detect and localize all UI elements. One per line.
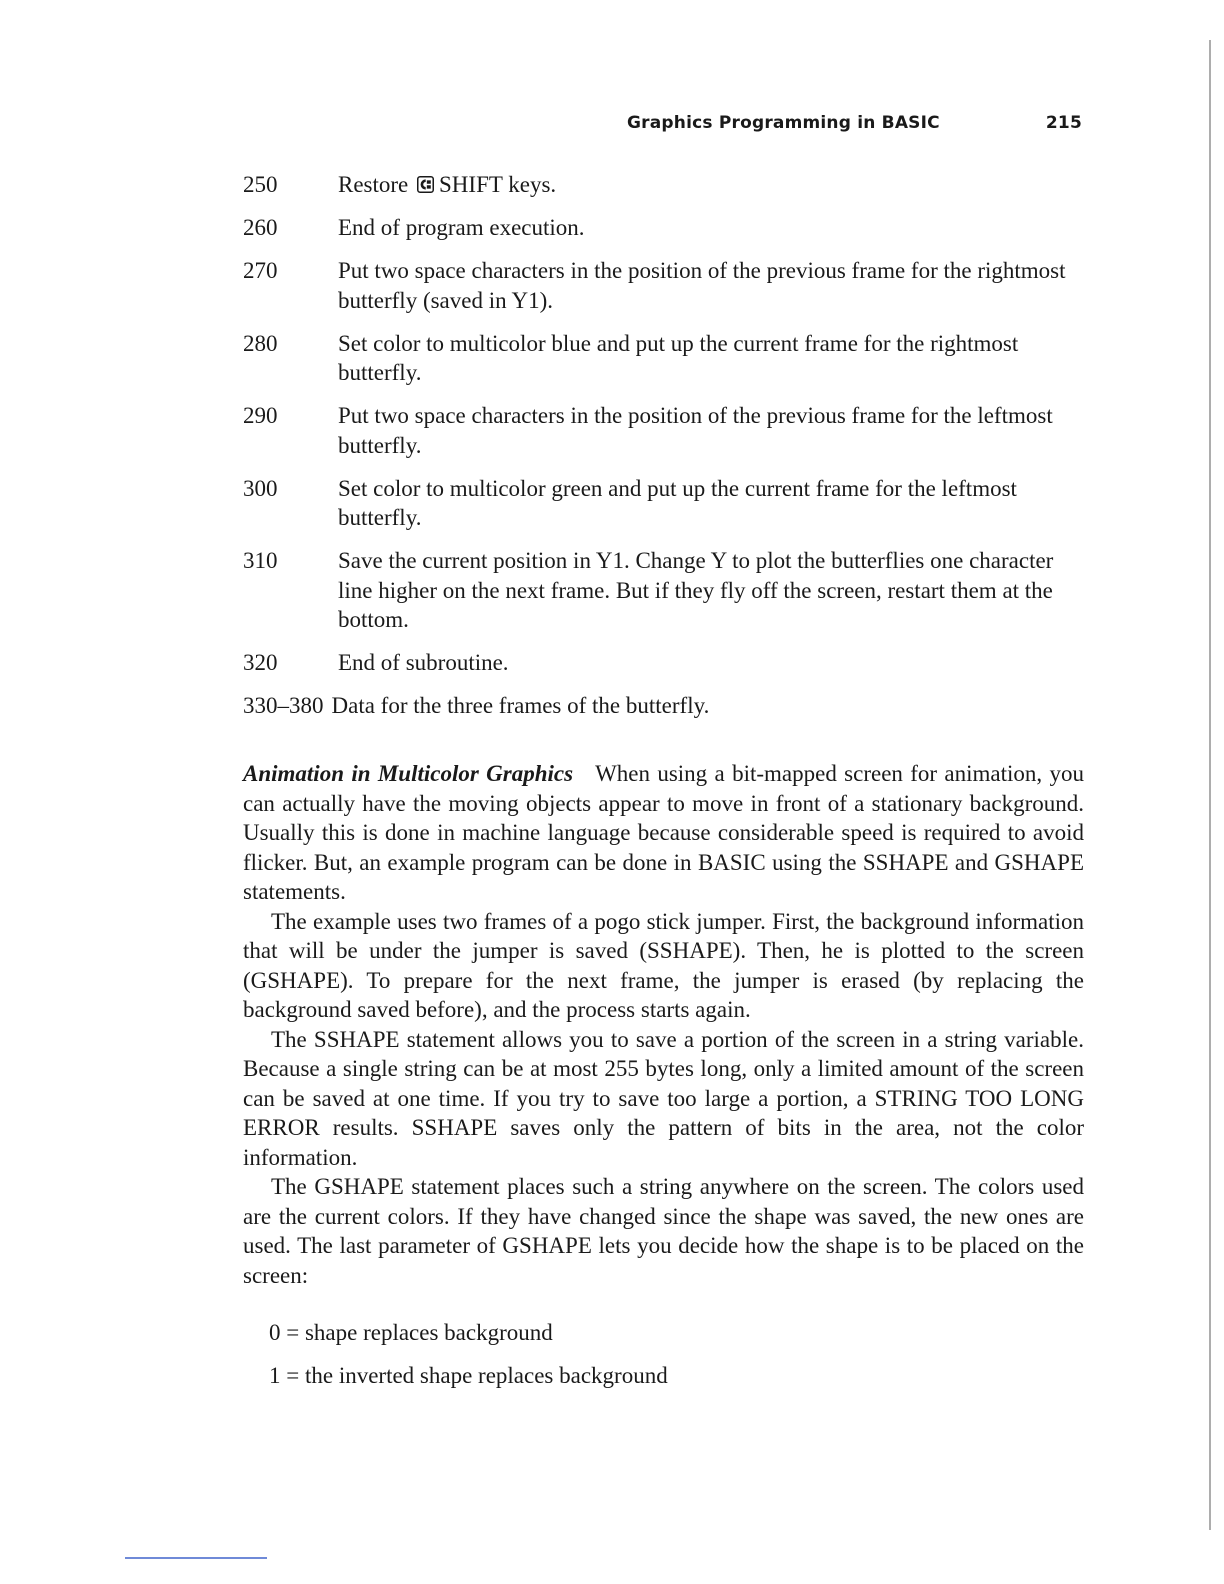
line-entry [243, 329, 1093, 388]
line-number: 290 [243, 403, 278, 428]
section-paragraph [243, 759, 1084, 907]
running-title: Graphics Programming in BASIC [627, 113, 940, 133]
line-entry [243, 401, 1093, 460]
gshape-mode-list [269, 1318, 969, 1403]
bottom-rule [125, 1557, 267, 1559]
line-description: Put two space characters in the position of the previous frame for the leftmost butterfly. [338, 403, 1053, 458]
line-description-text: SHIFT keys. [439, 172, 557, 197]
line-number: 300 [243, 475, 278, 501]
line-number: 260 [243, 215, 278, 240]
section-paragraph-text: When using a bit-mapped screen for animation, you can actually have the moving objects appear to move in front of a stationary background. Usually this is done in machine language because considerable speed is required to avoid flicker. But, an example program can be done in BASIC using the SSHAPE and GSHAPE statements. [243, 761, 1085, 904]
section-title: Animation in Multicolor Graphics [243, 761, 574, 786]
line-description: Data for the three frames of the butterfly. [331, 693, 710, 718]
line-entry [243, 256, 1093, 315]
line-description: Set color to multicolor green and put up the current frame for the leftmost butterfly. [338, 475, 1017, 530]
line-entry [243, 213, 1093, 243]
line-number: 310 [243, 548, 278, 573]
page-edge [1209, 40, 1211, 1530]
line-number: 280 [243, 330, 278, 356]
page-header [627, 113, 1082, 137]
line-entry [243, 691, 1093, 721]
line-number: 270 [243, 258, 278, 283]
page-number: 215 [1045, 113, 1082, 133]
mode-item: 1 = the inverted shape replaces background [269, 1362, 668, 1388]
line-description: Set color to multicolor blue and put up the current frame for the rightmost butterfly. [338, 330, 1019, 385]
line-description: Save the current position in Y1. Change Y to plot the butterflies one character line higher on the next frame. But if they fly off the screen, restart them at the bottom. [338, 548, 1054, 632]
section-paragraph: The example uses two frames of a pogo stick jumper. First, the background information that will be under the jumper is saved (SSHAPE). Then, he is plotted to the screen (GSHAPE). To prepare for the next frame, the jumper is erased (by replacing the background saved before), and the process starts again. [243, 908, 1084, 1022]
line-number: 320 [243, 650, 278, 675]
line-entry [243, 648, 1093, 678]
commodore-key-icon [417, 176, 434, 193]
line-description [338, 170, 1093, 200]
line-description: End of subroutine. [338, 650, 509, 675]
line-number: 330–380 [243, 693, 324, 718]
section-paragraph: The GSHAPE statement places such a string anywhere on the screen. The colors used are the current colors. If they have changed since the shape was saved, the new ones are used. The last parameter of GSHAPE lets you decide how the shape is to be placed on the screen: [243, 1174, 1084, 1288]
line-number: 250 [243, 172, 278, 197]
line-description: End of program execution. [338, 215, 585, 240]
line-entry [243, 170, 1093, 200]
animation-section [243, 759, 1084, 1290]
line-entry [243, 474, 1093, 533]
line-description-text: Restore [338, 172, 409, 197]
section-paragraph: The SSHAPE statement allows you to save a portion of the screen in a string variable. Because a single string can be at most 255 bytes long, only a limited amount of the screen can be saved at one time. If you try to save too large a portion, a STRING TOO LONG ERROR results. SSHAPE saves only the pattern of bits in the area, not the color information. [243, 1026, 1084, 1170]
program-line-list [243, 170, 1093, 734]
mode-item: 0 = shape replaces background [269, 1320, 553, 1345]
line-entry [243, 546, 1093, 635]
line-description: Put two space characters in the position of the previous frame for the rightmost butterfly (saved in Y1). [338, 258, 1066, 313]
